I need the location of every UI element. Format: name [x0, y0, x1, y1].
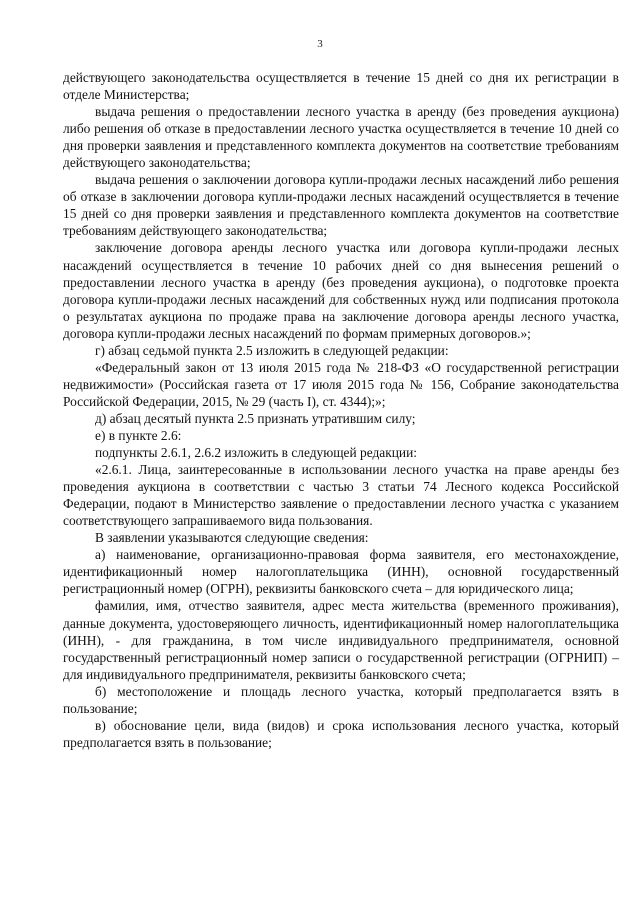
paragraph: фамилия, имя, отчество заявителя, адрес места жительства (временного проживания), данные документа, удостоверяющего личность, идентификационный номер налогоплательщика (ИНН), - для гражданина, в том числе индивидуального предпринимателя, основной государственный регистрационный номер записи о государственной регистрации (ОГРНИП) – для индивидуального предпринимателя, реквизиты банковского счета; [63, 598, 619, 682]
paragraph: выдача решения о заключении договора купли-продажи лесных насаждений либо решения об отказе в заключении договора купли-продажи лесных насаждений осуществляется в течение 15 дней со дня проверки заявления и представленного комплекта документов на соответствие требованиям действующего законодательства; [63, 172, 619, 239]
document-body [63, 69, 619, 751]
paragraph: а) наименование, организационно-правовая форма заявителя, его местонахождение, идентификационный номер налогоплательщика (ИНН), основной государственный регистрационный номер (ОГРН), реквизиты банковского счета – для юридического лица; [63, 547, 619, 597]
paragraph: г) абзац седьмой пункта 2.5 изложить в следующей редакции: [95, 342, 449, 358]
paragraph: В заявлении указываются следующие сведения: [95, 530, 369, 546]
paragraph: д) абзац десятый пункта 2.5 признать утратившим силу; [95, 410, 416, 426]
paragraph: «2.6.1. Лица, заинтересованные в использовании лесного участка на праве аренды без проведения аукциона в соответствии с частью 3 статьи 74 Лесного кодекса Российской Федерации, подают в Министерство заявление о предоставлении лесного участка с указанием соответствующего запрашиваемого вида пользования. [63, 462, 619, 529]
paragraph: заключение договора аренды лесного участка или договора купли-продажи лесных насаждений осуществляется в течение 10 рабочих дней со дня вынесения решений о предоставлении лесного участка в аренду (без проведения аукциона), о подготовке проекта договора купли-продажи лесных насаждений для собственных нужд или подписания протокола о результатах аукциона по продаже права на заключение договора аренды лесного участка, договора купли-продажи лесных насаждений по формам примерных договоров.»; [63, 240, 619, 341]
page-number: 3 [317, 38, 323, 50]
paragraph: б) местоположение и площадь лесного участка, который предполагается взять в пользование; [63, 683, 619, 716]
paragraph: действующего законодательства осуществляется в течение 15 дней со дня их регистрации в отделе Министерства; [63, 70, 619, 103]
paragraph: е) в пункте 2.6: [95, 427, 182, 443]
paragraph: выдача решения о предоставлении лесного участка в аренду (без проведения аукциона) либо решения об отказе в предоставлении лесного участка осуществляется в течение 10 дней со дня проверки заявления и представленного комплекта документов на соответствие требованиям действующего законодательства; [63, 104, 619, 171]
paragraph: подпункты 2.6.1, 2.6.2 изложить в следующей редакции: [95, 445, 417, 461]
paragraph: «Федеральный закон от 13 июля 2015 года № 218-ФЗ «О государственной регистрации недвижимости» (Российская газета от 17 июля 2015 года № 156, Собрание законодательства Российской Федерации, 2015, № 29 (часть I), ст. 4344);»; [63, 359, 619, 409]
paragraph: в) обоснование цели, вида (видов) и срока использования лесного участка, который предполагается взять в пользование; [63, 717, 619, 750]
